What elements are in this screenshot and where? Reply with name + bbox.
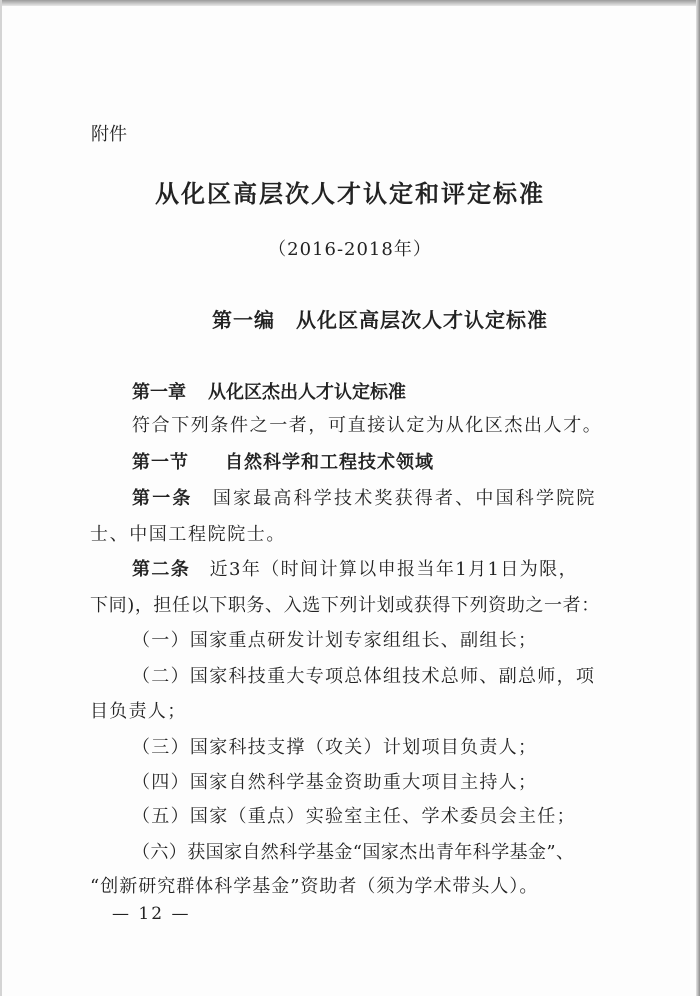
section-label: 第一节 [132,452,189,473]
section-heading [132,448,434,474]
scan-edge [0,0,700,6]
scan-edge [696,0,700,996]
chapter-heading [132,378,406,404]
list-item: （五）国家（重点）实验室主任、学术委员会主任； [132,806,576,827]
article-text: 士、中国工程院院士。 [90,524,286,545]
page-number: — 12 — [112,904,191,924]
article-text: 近3年（时间计算以申报当年1月1日为限， [209,559,578,580]
chapter-lead: 符合下列条件之一者，可直接认定为从化区杰出人才。 [132,415,603,436]
article-text: 国家最高科学技术奖获得者、中国科学院院 [212,488,597,509]
article-label: 第二条 [132,559,191,580]
list-item: 目负责人； [90,701,187,722]
article-1 [132,484,597,510]
part-heading [0,304,700,333]
chapter-title: 从化区杰出人才认定标准 [208,382,406,403]
list-item: （四）国家自然科学基金资助重大项目主持人； [132,772,538,793]
list-item: （一）国家重点研发计划专家组组长、副组长； [132,630,538,651]
attachment-label: 附件 [91,124,127,145]
article-2 [132,555,578,581]
document-years: （2016-2018年） [268,239,432,260]
part-label: 第一编 [212,308,275,332]
section-title: 自然科学和工程技术领域 [225,452,434,473]
list-item: （三）国家科技支撑（攻关）计划项目负责人； [132,737,538,758]
article-label: 第一条 [132,488,193,509]
list-item: （六）获国家自然科学基金“国家杰出青年科学基金”、 [132,842,575,863]
document-title: 从化区高层次人才认定和评定标准 [155,179,545,208]
list-item: “创新研究群体科学基金”资助者（须为学术带头人）。 [90,876,539,897]
article-text: 下同)，担任以下职务、入选下列计划或获得下列资助之一者： [90,595,600,616]
chapter-label: 第一章 [132,382,186,403]
scan-edge [0,0,2,996]
part-title: 从化区高层次人才认定标准 [296,308,548,332]
list-item: （二）国家科技重大专项总体组技术总师、副总师，项 [132,666,596,687]
